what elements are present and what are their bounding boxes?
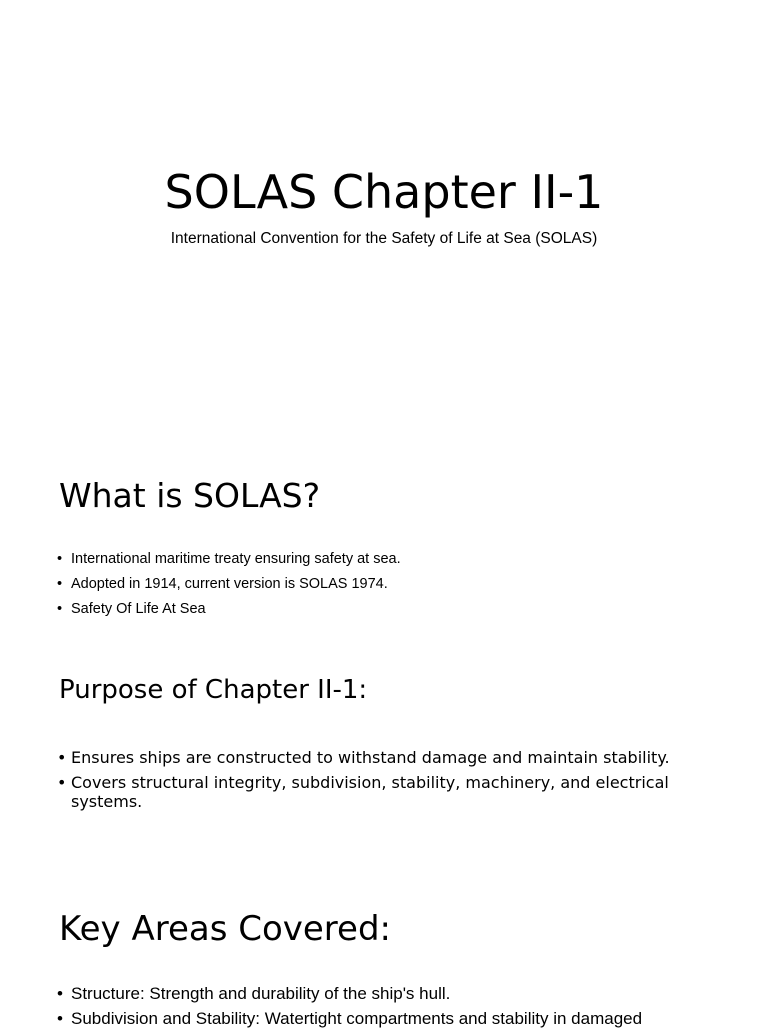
list-item-text: Structure: Strength and durability of the ship's hull. — [71, 984, 451, 1003]
list-item — [57, 748, 707, 767]
key-areas-list — [57, 983, 737, 1033]
what-is-solas-list — [57, 549, 707, 624]
list-item — [57, 599, 707, 620]
bullet-icon: • — [57, 1009, 63, 1028]
bullet-icon: • — [57, 773, 67, 792]
list-item — [57, 983, 737, 1005]
bullet-icon: • — [57, 748, 67, 767]
list-item-text: Adopted in 1914, current version is SOLAS 1974. — [71, 576, 388, 592]
title-slide — [0, 0, 768, 420]
list-item-text: Ensures ships are constructed to withstand damage and maintain stability. — [71, 748, 670, 767]
list-item-text: Subdivision and Stability: Watertight compartments and stability in damaged — [71, 1009, 643, 1028]
list-item — [57, 549, 707, 570]
key-areas-heading: Key Areas Covered: — [59, 909, 391, 949]
purpose-list — [57, 748, 707, 817]
list-item-text: International maritime treaty ensuring safety at sea. — [71, 551, 401, 567]
purpose-heading: Purpose of Chapter II-1: — [59, 675, 368, 705]
slide-subtitle: International Convention for the Safety of Life at Sea (SOLAS) — [170, 230, 598, 247]
list-item-text: Covers structural integrity, subdivision, stability, machinery, and electrical systems. — [71, 773, 669, 811]
list-item — [57, 1008, 737, 1030]
list-item — [57, 773, 707, 811]
bullet-icon: • — [57, 601, 63, 617]
list-item-text: Safety Of Life At Sea — [71, 601, 206, 617]
slide-title: SOLAS Chapter II-1 — [164, 165, 604, 219]
bullet-icon: • — [57, 551, 63, 567]
bullet-icon: • — [57, 576, 63, 592]
bullet-icon: • — [57, 984, 63, 1003]
what-is-solas-heading: What is SOLAS? — [59, 476, 321, 515]
list-item — [57, 574, 707, 595]
